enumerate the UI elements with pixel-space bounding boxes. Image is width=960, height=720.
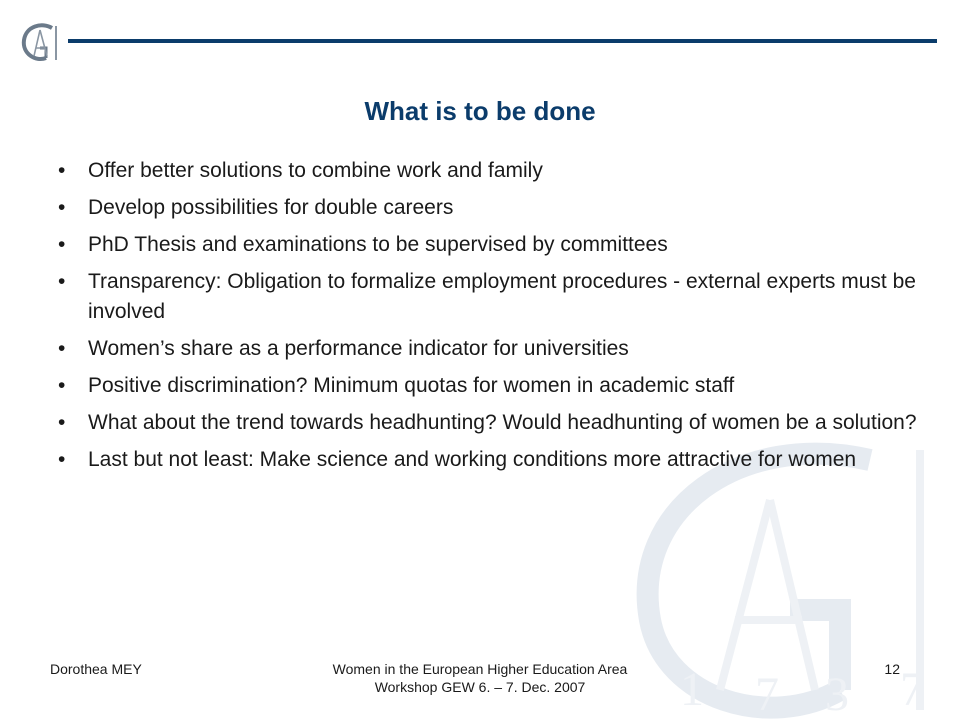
footer-event-line2: Workshop GEW 6. – 7. Dec. 2007 bbox=[374, 679, 586, 695]
bullet-item bbox=[58, 334, 938, 364]
svg-text:7: 7 bbox=[755, 668, 779, 720]
bullet-text: Transparency: Obligation to formalize employment procedures - external experts must be involved bbox=[88, 270, 916, 323]
bullet-symbol: • bbox=[58, 196, 66, 219]
bullet-item bbox=[58, 445, 938, 475]
bullet-text: Offer better solutions to combine work and family bbox=[88, 159, 543, 182]
bullet-symbol: • bbox=[58, 159, 66, 182]
footer-author: Dorothea MEY bbox=[50, 661, 142, 677]
svg-text:3: 3 bbox=[825, 668, 849, 720]
svg-text:1: 1 bbox=[680, 663, 704, 716]
bullet-text: PhD Thesis and examinations to be supervised by committees bbox=[88, 233, 668, 256]
footer-event bbox=[300, 660, 660, 696]
bullet-item bbox=[58, 408, 938, 438]
bullet-item bbox=[58, 267, 938, 327]
bullet-text: Positive discrimination? Minimum quotas for women in academic staff bbox=[88, 374, 735, 397]
bullet-item bbox=[58, 156, 938, 186]
bullet-text: Last but not least: Make science and working conditions more attractive for women bbox=[88, 448, 857, 471]
bullet-symbol: • bbox=[58, 270, 66, 293]
bullet-symbol: • bbox=[58, 374, 66, 397]
bullet-symbol: • bbox=[58, 448, 66, 471]
svg-text:7: 7 bbox=[900, 663, 924, 716]
bullet-text: Develop possibilities for double careers bbox=[88, 196, 454, 219]
bullet-symbol: • bbox=[58, 411, 66, 434]
slide-title: What is to be done bbox=[364, 96, 596, 126]
header-rule bbox=[68, 39, 937, 43]
bullet-symbol: • bbox=[58, 337, 66, 360]
bullet-item bbox=[58, 193, 938, 223]
bullet-list bbox=[58, 156, 938, 482]
bullet-item bbox=[58, 230, 938, 260]
page-number: 12 bbox=[884, 661, 900, 677]
ga-seal-logo-icon bbox=[16, 20, 62, 66]
bullet-text: What about the trend towards headhunting? Would headhunting of women be a solution? bbox=[88, 411, 917, 434]
bullet-text: Women’s share as a performance indicator for universities bbox=[88, 337, 629, 360]
bullet-symbol: • bbox=[58, 233, 66, 256]
footer-event-line1: Women in the European Higher Education Area bbox=[332, 661, 628, 677]
bullet-item bbox=[58, 371, 938, 401]
